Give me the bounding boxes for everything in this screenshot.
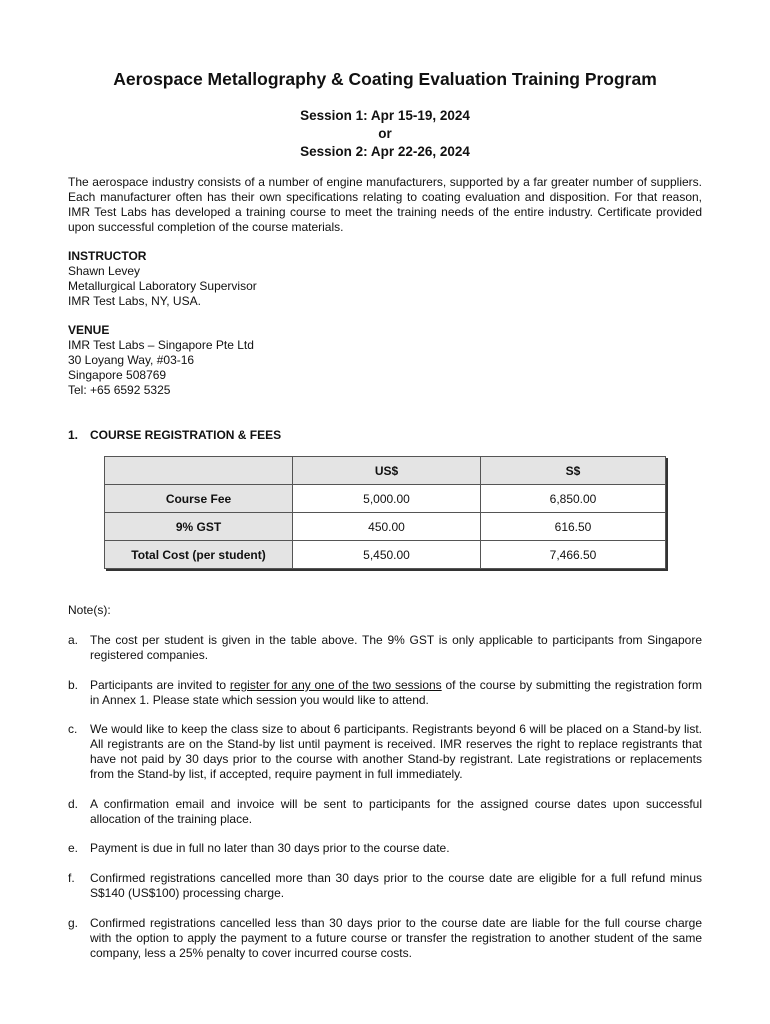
instructor-name: Shawn Levey xyxy=(68,264,141,278)
sgd-value: 7,466.50 xyxy=(481,541,666,569)
fees-header-blank xyxy=(105,457,293,485)
row-label: 9% GST xyxy=(105,513,293,541)
note-d xyxy=(68,797,702,827)
note-text: Payment is due in full no later than 30 days prior to the course date. xyxy=(90,841,450,855)
note-text: We would like to keep the class size to about 6 participants. Registrants beyond 6 will be placed on a Stand-by list. All registrants are on the Stand-by list until payment is received. IMR reserves the right to replace registrants that have not paid by 30 days prior to the course with another Stand-by registrant. Late registrations or replacements from the Stand-by list, if accepted, require payment in full immediately. xyxy=(90,722,702,781)
session-1-date: Session 1: Apr 15-19, 2024 xyxy=(300,108,470,123)
note-e xyxy=(68,841,702,856)
note-letter: d. xyxy=(68,797,79,811)
sgd-value: 616.50 xyxy=(481,513,666,541)
instructor-block xyxy=(68,249,257,309)
instructor-role: Metallurgical Laboratory Supervisor xyxy=(68,279,257,293)
fees-header-sgd: S$ xyxy=(481,457,666,485)
note-b xyxy=(68,678,702,708)
note-text: A confirmation email and invoice will be sent to participants for the assigned course dates upon successful allocation of the training place. xyxy=(90,797,702,826)
note-letter: a. xyxy=(68,633,79,647)
note-letter: b. xyxy=(68,678,79,692)
note-text: Confirmed registrations cancelled more than 30 days prior to the course date are eligible for a full refund minus S$140 (US$100) processing charge. xyxy=(90,871,702,900)
usd-value: 5,000.00 xyxy=(293,485,481,513)
note-text: Confirmed registrations cancelled less than 30 days prior to the course date are liable for the full course charge with the option to apply the payment to a future course or transfer the registration to another student of the same company, less a 25% penalty to cover incurred course costs. xyxy=(90,916,702,960)
note-letter: e. xyxy=(68,841,79,855)
page-title: Aerospace Metallography & Coating Evaluation Training Program xyxy=(113,69,657,89)
notes-label: Note(s): xyxy=(68,603,111,617)
fees-header-usd: US$ xyxy=(293,457,481,485)
table-row xyxy=(105,541,666,569)
instructor-org: IMR Test Labs, NY, USA. xyxy=(68,294,201,308)
note-a xyxy=(68,633,702,663)
venue-line-3: Singapore 508769 xyxy=(68,368,167,382)
sgd-value: 6,850.00 xyxy=(481,485,666,513)
note-letter: g. xyxy=(68,916,79,930)
section-heading-registration xyxy=(68,428,281,442)
note-text: The cost per student is given in the table above. The 9% GST is only applicable to participants from Singapore registered companies. xyxy=(90,633,702,662)
venue-phone: Tel: +65 6592 5325 xyxy=(68,383,171,397)
session-2-date: Session 2: Apr 22-26, 2024 xyxy=(300,144,470,159)
note-g xyxy=(68,916,702,961)
table-row xyxy=(105,485,666,513)
session-or: or xyxy=(378,126,392,141)
note-f xyxy=(68,871,702,901)
row-label: Total Cost (per student) xyxy=(105,541,293,569)
table-row xyxy=(105,513,666,541)
row-label: Course Fee xyxy=(105,485,293,513)
intro-paragraph: The aerospace industry consists of a number of engine manufacturers, supported by a far greater number of suppliers. Each manufacturer often has their own specifications relating to coating evaluation and disposition. For that reason, IMR Test Labs has developed a training course to meet the training needs of the entire industry. Certificate provided upon successful completion of the course materials. xyxy=(68,175,702,234)
note-letter: c. xyxy=(68,722,78,736)
note-b-after: of the course by submitting the registration form in Annex 1. Please state which session you would like to attend. xyxy=(90,678,702,707)
venue-line-2: 30 Loyang Way, #03-16 xyxy=(68,353,195,367)
note-b-before: Participants are invited to xyxy=(90,678,230,692)
venue-heading: VENUE xyxy=(68,323,110,337)
section-title: COURSE REGISTRATION & FEES xyxy=(90,428,282,442)
note-c xyxy=(68,722,702,782)
section-number: 1. xyxy=(68,428,79,442)
note-letter: f. xyxy=(68,871,75,885)
note-text xyxy=(90,678,702,708)
venue-line-1: IMR Test Labs – Singapore Pte Ltd xyxy=(68,338,254,352)
register-session-link: register for any one of the two sessions xyxy=(229,678,442,692)
fees-header-row xyxy=(105,457,666,485)
fees-table xyxy=(104,456,666,569)
usd-value: 5,450.00 xyxy=(293,541,481,569)
instructor-heading: INSTRUCTOR xyxy=(68,249,147,263)
usd-value: 450.00 xyxy=(293,513,481,541)
venue-block xyxy=(68,323,254,398)
